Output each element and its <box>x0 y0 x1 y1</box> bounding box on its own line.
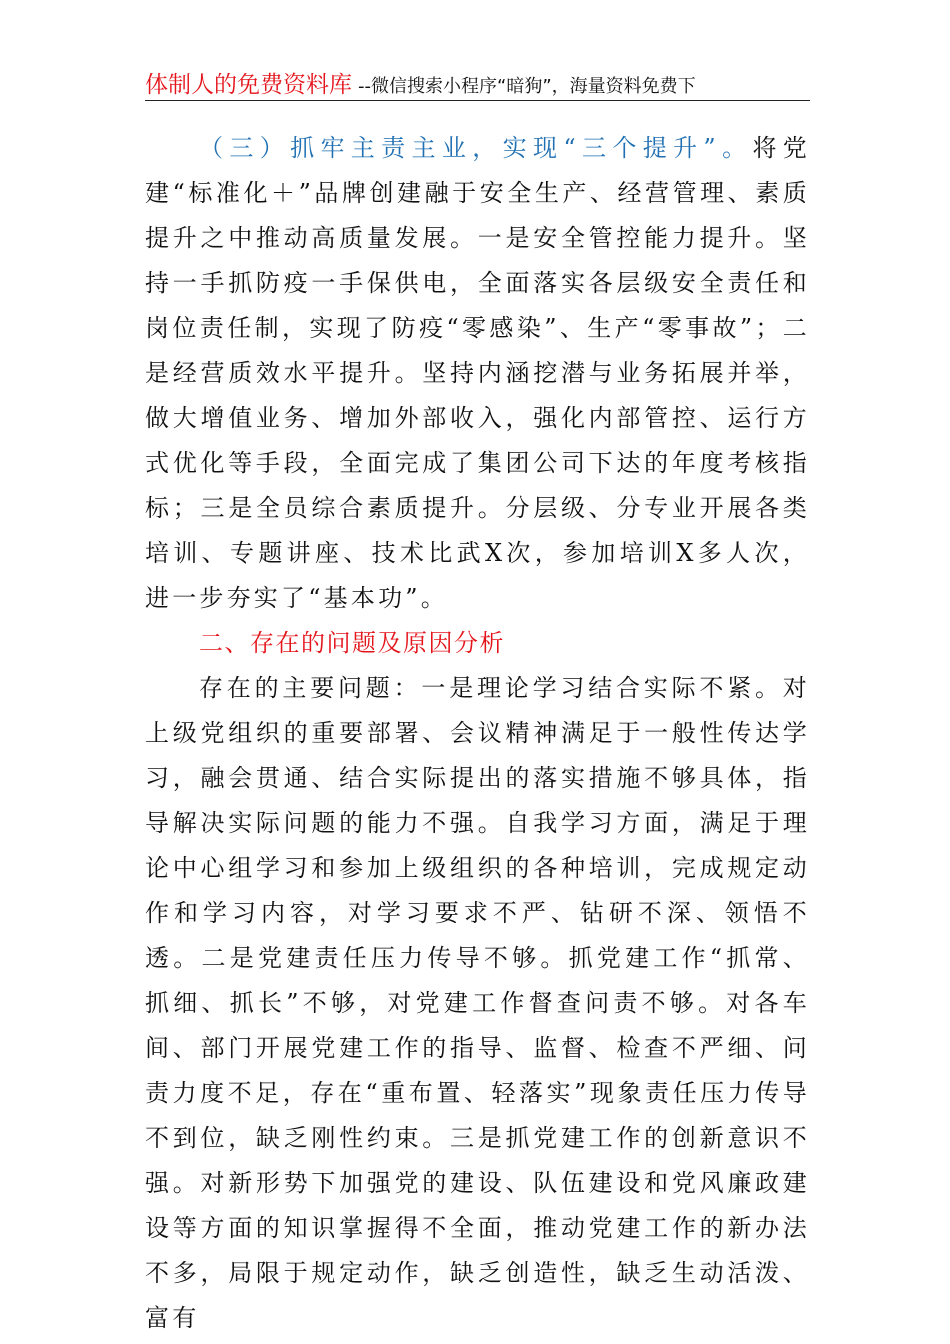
section-heading: 二、存在的问题及原因分析 <box>199 629 505 657</box>
header-brand: 体制人的免费资料库 <box>145 72 352 98</box>
header-divider <box>145 100 810 101</box>
page-header <box>145 66 810 102</box>
document-body <box>145 126 810 1341</box>
paragraph-section-2: 存在的主要问题：一是理论学习结合实际不紧。对上级党组织的重要部署、会议精神满足于一般性传达学习，融会贯通、结合实际提出的落实措施不够具体，指导解决实际问题的能力不强。自我学习方面，满足于理论中心组学习和参加上级组织的各种培训，完成规定动作和学习内容，对学习要求不严、钻研不深、领悟不透。二是党建责任压力传导不够。抓党建工作“抓常、抓细、抓长”不够，对党建工作督查问责不够。对各车间、部门开展党建工作的指导、监督、检查不严细、问责力度不足，存在“重布置、轻落实”现象责任压力传导不到位，缺乏刚性约束。三是抓党建工作的创新意识不强。对新形势下加强党的建设、队伍建设和党风廉政建设等方面的知识掌握得不全面，推动党建工作的新办法不多，局限于规定动作，缺乏创造性，缺乏生动活泼、富有 <box>145 674 810 1332</box>
paragraph-section-3 <box>145 126 810 621</box>
header-slogan: --微信搜索小程序“暗狗”，海量资料免费下 <box>358 76 696 97</box>
subsection-heading: （三）抓牢主责主业，实现“三个提升”。 <box>199 134 753 162</box>
subsection-body: 将党建“标准化＋”品牌创建融于安全生产、经营管理、素质提升之中推动高质量发展。一是安全管控能力提升。坚持一手抓防疫一手保供电，全面落实各层级安全责任和岗位责任制，实现了防疫“零感染”、生产“零事故”；二是经营质效水平提升。坚持内涵挖潜与业务拓展并举，做大增值业务、增加外部收入，强化内部管控、运行方式优化等手段，全面完成了集团公司下达的年度考核指标；三是全员综合素质提升。分层级、分专业开展各类培训、专题讲座、技术比武X次，参加培训X多人次，进一步夯实了“基本功”。 <box>145 134 811 612</box>
